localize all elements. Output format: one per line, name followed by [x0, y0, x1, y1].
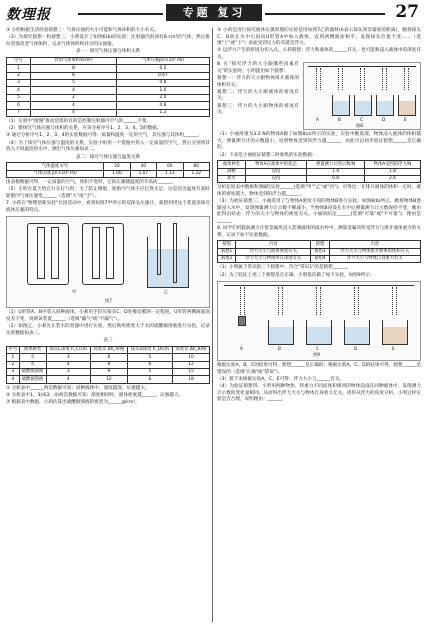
- table-cell: 15: [172, 368, 209, 375]
- table-header-cell: 气体温度 t/℃: [7, 163, 104, 170]
- figure-label: 乙: [164, 289, 169, 295]
- beaker: [354, 95, 372, 116]
- paragraph: （3）为探究猜想一和猜想三，小明设计了如图6(b)的实验：注射器内封闭有8 cm³的气体，然后推拉活塞改变气体体积，记录气体体积和对应的压强值。: [6, 35, 210, 47]
- paragraph: （1）实验中"缓慢"推动活塞的目的是控制注射器内空气的______不变。: [6, 118, 151, 124]
- table-cell: 3: [7, 368, 20, 375]
- table-pressure-temperature: [6, 162, 210, 178]
- table-cell: 1.8: [365, 168, 421, 175]
- support-bar: [224, 285, 414, 286]
- figure-7: [6, 216, 210, 308]
- paragraph: 猜想二：浮力的大小跟液体的密度有关；: [217, 89, 299, 102]
- beaker: [306, 320, 332, 345]
- beaker: [332, 95, 350, 116]
- table-row: [7, 87, 210, 94]
- beaker: [382, 320, 408, 345]
- u-tube-gauge-a: [27, 223, 69, 285]
- table-header-cell: 20: [104, 163, 130, 170]
- table-cell: 硫酸铜溶液: [19, 368, 46, 375]
- paragraph: （2）为了验证上述三个猜想是否正确，小明依次做了如下实验，如图9所示：: [217, 272, 375, 278]
- paragraph: 由表格数据可得，一定质量的空气，体积不变时，它的压强随温度的升高而______。: [6, 180, 176, 186]
- figure-label: E: [404, 117, 407, 123]
- table-cell: 1.2: [116, 109, 209, 116]
- table-header-cell: 60: [157, 163, 183, 170]
- spring-scale: [316, 68, 321, 90]
- table-cell: 1.00: [104, 170, 130, 177]
- figure-label: B: [338, 117, 341, 123]
- table-cell: 6: [7, 102, 31, 109]
- spring-scale: [338, 68, 343, 90]
- table-cell: 水: [19, 354, 46, 361]
- table-cell: 8: [90, 361, 127, 368]
- figure-caption: 图8: [356, 123, 363, 129]
- table-cell: 6: [31, 72, 117, 79]
- table-cell: 0.8: [116, 102, 209, 109]
- table-row: [218, 255, 421, 262]
- table-row: [7, 109, 210, 116]
- table-cell: 5: [127, 368, 172, 375]
- paragraph: ② 以浮力产生的原因为切入点，小莉猜想：浮力和液体的______有关，也可能和浸入液体中的深度有关。: [217, 48, 421, 60]
- table-cell: 4: [7, 376, 20, 383]
- table-cell: 7: [7, 109, 31, 116]
- table-cell: 猜想4: [311, 255, 329, 262]
- paragraph: 猜想三：浮力的大小跟物体的密度有关。: [217, 103, 299, 116]
- u-tube-right-arm: [51, 227, 59, 279]
- table-cell: 12: [172, 361, 209, 368]
- paragraph: （5）小明在夏天给自行车打气时，为了防止爆胎，轮胎内气体不应打得太足，这是因为温度升高时轮胎内气体压强变______（选填"大"或"小"）。: [6, 187, 210, 199]
- table-cell: 猜想2: [218, 255, 236, 262]
- paragraph: ③ 通过分析序号1、2、3、4的实验数据可得：质量和温度一定的空气，其压强与其体积______。: [6, 133, 203, 139]
- spring-scale: [382, 68, 387, 90]
- table-caption: 表三: [103, 338, 113, 344]
- table-row: [7, 368, 210, 375]
- table-row: [218, 248, 421, 255]
- newspaper-logo: 数理报: [6, 7, 51, 23]
- u-tube-left-arm: [92, 227, 100, 279]
- paragraph: （1）U形管A、B中装入同种液体，小莉用手轻压探头C、D处橡皮膜到一定程度，U形管两侧液面高度差不变，说明该装置______（选填"漏气"或"不漏气"）。: [6, 310, 210, 322]
- table-cell: 浮力大小与物体自身重力有关: [329, 255, 420, 262]
- figure-label: A: [316, 117, 319, 123]
- figure-label: A: [240, 346, 243, 352]
- table-cell: 4: [46, 361, 90, 368]
- figure-caption: 图7: [105, 298, 112, 304]
- table-buoyancy-liquid: [217, 160, 421, 183]
- table-cell: 猜想1: [218, 248, 236, 255]
- paragraph: ③ 小莉还进行探究液体压强原理的实验是用如图7乙的器材(h表示探头到容器底的距离)，她将探头C、D放在水中后再向U形管A中加入液体，直到两侧液面相平，发现探头位置不变……（选填"上"或"下"）表面受到压力的差就是浮力。: [217, 28, 421, 47]
- header-rule-left: [78, 13, 163, 15]
- figure-caption: 图9: [313, 352, 320, 358]
- table-row: [7, 80, 210, 87]
- table-cell: 1.22: [183, 170, 209, 177]
- paragraph: 8. 在"探究浮力的大小跟哪些因素有关"的实验时，小明提出如下猜想：: [217, 62, 299, 74]
- table-cell: 4: [31, 87, 117, 94]
- table-cell: 5: [127, 354, 172, 361]
- paragraph: （3）为验证猜想三，小丽选用了与物体A密度不同的物体B进行实验，如图8(b)所示，她将物体B逐渐浸入水中，发现弹簧测力计示数不断减小，当物体B浸没在水中后弹簧测力计示数保持不变，她由此得出结论：浮力的大小与物体的密度无关。小丽的结论______(选填"可靠"或"不可靠")，理由是______。: [217, 199, 421, 224]
- spring-scale: [404, 68, 409, 90]
- table-cell: 6: [127, 376, 172, 383]
- table-header-cell: 序号: [7, 346, 20, 353]
- table-cell: 12: [90, 376, 127, 383]
- table-cell: 18: [172, 376, 209, 383]
- table-cell: 2: [7, 361, 20, 368]
- table-cell: 0.5: [116, 65, 209, 72]
- paragraph: 猜想一：浮力的大小跟物体排开液体的体积有关；: [217, 75, 299, 88]
- spring-scale: [316, 287, 321, 315]
- left-column: [6, 28, 210, 407]
- table-row: [7, 170, 210, 177]
- table-cell: 4: [46, 376, 90, 383]
- table-cell: 1.07: [130, 170, 156, 177]
- table-cell: 1.13: [157, 170, 183, 177]
- paragraph: （3）接下来根据实验A、C、E可得：浮力大小与______有关。: [217, 376, 345, 382]
- table-header-cell: 猜想: [218, 241, 236, 248]
- table-cell: 4: [31, 109, 117, 116]
- header-rule-right: [265, 13, 385, 15]
- figure-label: C: [316, 346, 319, 352]
- paragraph: （2）下表是小丽验证猜想二时收集的实验数据：: [217, 152, 317, 158]
- table-header-cell: 弹簧测力计的示数/N: [307, 161, 365, 168]
- table-cell: 3: [46, 354, 90, 361]
- table-cell: 浸没: [245, 175, 306, 182]
- table-pressure-volume: [6, 57, 210, 117]
- table-row: [7, 94, 210, 101]
- table-cell: 0.8: [307, 175, 365, 182]
- figure-9: [217, 281, 421, 361]
- spring-scale: [392, 287, 397, 315]
- table-cell: 5: [31, 80, 117, 87]
- page-number: 27: [395, 2, 419, 22]
- paragraph: （1）小明属于常识的三个猜想中，符合"常识1"的是猜想______。: [217, 265, 352, 271]
- table-cell: 盐水: [218, 175, 246, 182]
- table-cell: 硫酸铜溶液: [19, 376, 46, 383]
- table-cell: 10: [172, 354, 209, 361]
- table-cell: 浸没: [245, 168, 306, 175]
- page-header: [0, 0, 427, 26]
- table-header-cell: 探头D深度 h_D/cm: [127, 346, 172, 353]
- table-cell: 2.0: [116, 94, 209, 101]
- spring-scale: [354, 287, 359, 315]
- beaker: [376, 95, 394, 116]
- table-header-cell: 液体种类: [19, 346, 46, 353]
- table-header-cell: 物体A在液体中的状态: [245, 161, 306, 168]
- paragraph: 分析比较表中数据和图8的实验______(选填"甲""乙"或"丙")，可得出：在排开液体的体积一定时，液体的密度越大，物体受到的浮力越______。: [217, 185, 421, 197]
- table-cell: 1.0: [116, 87, 209, 94]
- table-cell: 1: [7, 354, 20, 361]
- beaker: [344, 320, 370, 345]
- table-cell: 2.4: [365, 175, 421, 182]
- table-caption: 表二：探究气体压强与温度关系: [75, 154, 141, 160]
- table-cell: 气体压强 p/(×10⁵ Pa): [7, 170, 104, 177]
- table-cell: 浮力大小与液体密度有关: [236, 248, 311, 255]
- beaker: [268, 320, 294, 345]
- table-row: [7, 376, 210, 383]
- table-row: [7, 102, 210, 109]
- figure-label: D: [354, 346, 358, 352]
- table-header-cell: 高度差 Δh_B/格: [172, 346, 209, 353]
- right-column: [217, 28, 421, 404]
- table-header-cell: 探头C深度 h_C/cm: [46, 346, 90, 353]
- table-cell: 2: [7, 72, 31, 79]
- table-cell: 3: [46, 368, 90, 375]
- table-header-cell: 40: [130, 163, 156, 170]
- table-header-cell: 猜想: [311, 241, 329, 248]
- paragraph: 7. 小莉在"物理创新实验"社团活动中，看到如图7甲所示的双探头压强计，就想到用这个装置来探究液体压强的特点。: [6, 201, 210, 213]
- table-header-cell: 物体A受到的浮力/N: [365, 161, 421, 168]
- table-row: [218, 175, 421, 182]
- table-cell: 浮力大小与物体排开液体的体积有关: [329, 248, 420, 255]
- question-8-block: [217, 62, 421, 132]
- table-cell: 3: [7, 80, 31, 87]
- figure-8: [303, 62, 421, 130]
- figure-label: 甲: [72, 289, 77, 295]
- beaker: [398, 95, 416, 116]
- table-cell: 水: [19, 361, 46, 368]
- u-tube-left-arm: [37, 227, 45, 279]
- table-header-cell: 液体种类: [218, 161, 246, 168]
- paragraph: 根据实验A、B、C的结果可得，猜想______是正确的；根据实验A、C、D的结果可得，猜想______是错误的（选填"正确"或"错误"）。: [217, 363, 421, 375]
- figure-label: B: [278, 346, 281, 352]
- u-tube-right-arm: [106, 227, 114, 279]
- table-header-cell: 80: [183, 163, 209, 170]
- paragraph: ① 分析表中______两次数据可知：同种液体中，深度越深，压强越大。: [6, 385, 150, 391]
- spring-scale: [278, 287, 283, 315]
- spring-scale: [240, 287, 245, 315]
- table-header-cell: 封闭气体体积V/cm³: [31, 57, 117, 64]
- paragraph: ③ 小明根据生活经验猜想三：气体压强的大小可能和气体体积的大小有关。: [6, 28, 159, 33]
- question-8-text: [217, 62, 299, 117]
- table-cell: 9: [90, 368, 127, 375]
- table-liquid-pressure: [6, 346, 210, 384]
- figure-label: D: [382, 117, 386, 123]
- table-row: [7, 65, 210, 72]
- table-row: [7, 354, 210, 361]
- table-header-cell: 内容: [329, 241, 420, 248]
- table-cell: 8: [31, 65, 117, 72]
- paragraph: （4）为了探究气体压强与温度的关系，实验小组用一个烧瓶中封入一定质量的空气，然后分别将其放入不同温度的水中，测出气体压强如表二。: [6, 140, 210, 153]
- paragraph: （1）小丽用重为3.2 N的物体A做了如图8(a)所示的实验，实验中她发现，物体浸入液体的体积越大，弹簧测力计的示数越小，说明物体受到的浮力越______，由此可以初步验证猜想______是正确的。: [217, 132, 421, 151]
- paragraph: ③ 根据表中数据，小莉估算出硫酸铜溶液的密度为______g/cm³。: [6, 400, 140, 406]
- column-divider: [212, 28, 213, 622]
- table-cell: 2: [31, 94, 117, 101]
- table-cell: 0.8: [116, 80, 209, 87]
- table-header-cell: 内容: [236, 241, 311, 248]
- table-cell: 4: [7, 87, 31, 94]
- section-title: 专题 复习: [166, 4, 262, 21]
- paragraph: （2）如图乙，小莉先在装水的容器中进行实验，然后换用密度大于水的硫酸铜溶液进行实验，记录实验数据如表三。: [6, 324, 210, 336]
- table-caption: 表一：探究气体压强与体积关系: [75, 49, 141, 55]
- table-cell: 4: [31, 102, 117, 109]
- figure-label: E: [392, 346, 395, 352]
- support-bar: [308, 66, 416, 67]
- table-cell: 1.4: [307, 168, 365, 175]
- u-tube-gauge-b: [82, 223, 124, 285]
- table-cell: 酒精: [218, 168, 246, 175]
- table-row: [218, 168, 421, 175]
- liquid-container: [147, 237, 189, 288]
- table-cell: 6: [127, 361, 172, 368]
- table-cell: 浮力大小与物体所在深度有关: [236, 255, 311, 262]
- spring-scale: [360, 68, 365, 90]
- table-row: [7, 361, 210, 368]
- probe-tube-d: [173, 223, 177, 283]
- table-header-cell: 高度差 Δh_A/格: [90, 346, 127, 353]
- table-header-cell: 气体压强p/(×10⁵ Pa): [116, 57, 209, 64]
- paragraph: 9. 同学们用旋涡测力计将金属块浸入装满液体的溢水杯中，测量金属块所受浮力与排开液体重力的关系，记录下如下实验数据。: [217, 226, 421, 238]
- table-header-cell: 序号: [7, 57, 31, 64]
- table-cell: 猜想3: [311, 248, 329, 255]
- probe-tube-c: [157, 223, 161, 275]
- paragraph: （4）为验证猜想四，小明用两种物体，将重力不同而体积相同的物体浸没在同种液体中，发现测力计示数的变化量相同，从而得出浮力大小与物体自身重力无关。请你从浮力的角度分析，小明这样实验是否合理，说明理由：______。: [217, 384, 421, 403]
- figure-label: C: [360, 117, 363, 123]
- paragraph: ② 分析表中1、3(或2、4)两次数据可知：深度相同时，液体密度越______，压强越大。: [6, 392, 184, 398]
- table-row: [7, 72, 210, 79]
- table-cell: 5: [7, 94, 31, 101]
- table-cell: 6: [90, 354, 127, 361]
- paragraph: （2）要探究气体压强与体积的关系，应该分析序号1、2、3、4、5的数据。: [6, 126, 162, 132]
- table-cell: 0.67: [116, 72, 209, 79]
- table-cell: 1: [7, 65, 31, 72]
- metal-block: [238, 316, 246, 326]
- table-hypotheses: [217, 240, 421, 263]
